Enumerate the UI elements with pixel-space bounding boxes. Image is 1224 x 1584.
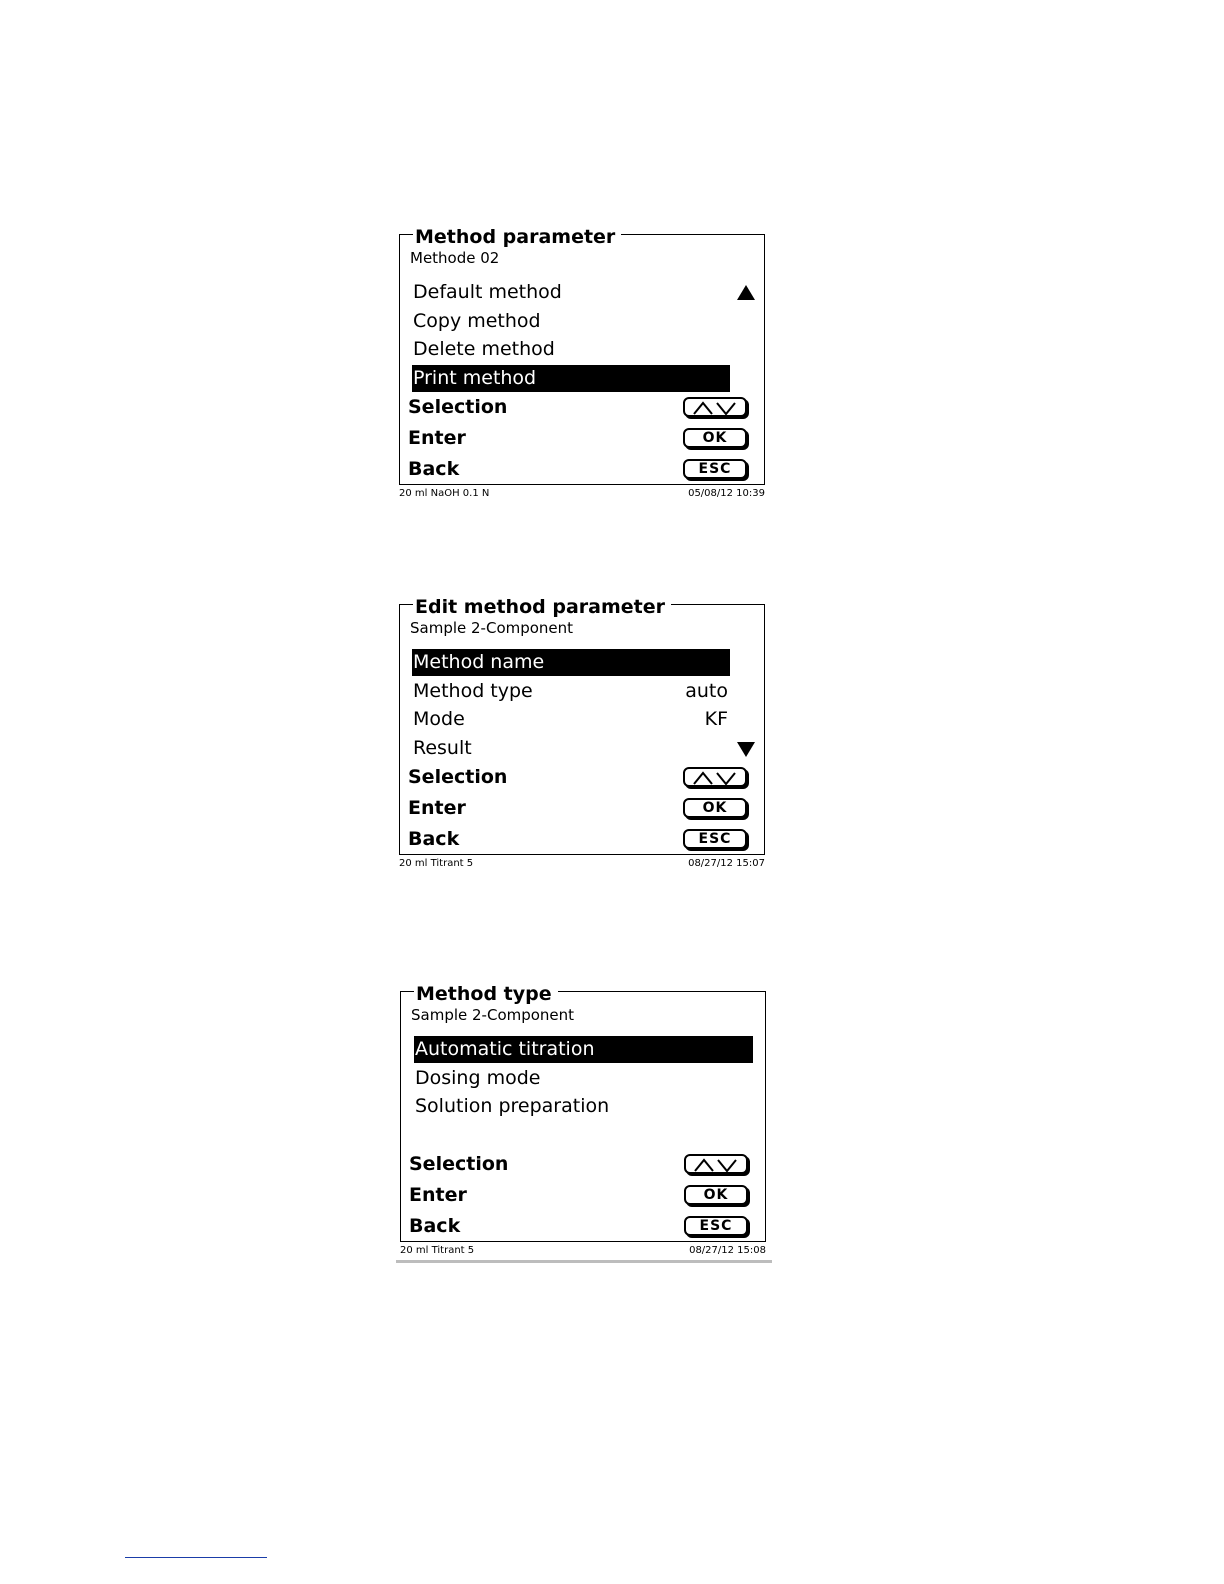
screen-title: Edit method parameter xyxy=(413,596,671,618)
menu-item-label: Solution preparation xyxy=(415,1095,610,1117)
status-bar xyxy=(399,488,765,500)
titrant-label: 20 ml Titrant 5 xyxy=(400,1245,475,1256)
menu-item-label: Result xyxy=(413,737,472,759)
menu-item-automatic-titration[interactable] xyxy=(414,1036,753,1063)
screen-bottom-shadow xyxy=(396,1260,772,1263)
date-time: 08/27/12 15:08 xyxy=(689,1245,766,1256)
status-bar xyxy=(399,858,765,870)
menu-item-print-method[interactable] xyxy=(412,365,730,392)
menu-item-label: Copy method xyxy=(413,310,541,332)
screen-subtitle: Sample 2-Component xyxy=(411,1006,575,1024)
screen-subtitle: Sample 2-Component xyxy=(410,619,574,637)
up-down-arrows-icon xyxy=(690,770,740,786)
esc-key[interactable]: ESC xyxy=(684,1216,748,1236)
esc-key[interactable]: ESC xyxy=(683,459,747,479)
menu-item-label: Default method xyxy=(413,281,562,303)
titrant-label: 20 ml Titrant 5 xyxy=(399,858,474,869)
footnote-divider xyxy=(125,1557,267,1558)
scroll-up-icon xyxy=(737,285,755,300)
selection-hint: Selection xyxy=(408,766,508,788)
menu-item-result[interactable] xyxy=(412,735,730,762)
menu-item-solution-preparation[interactable] xyxy=(414,1093,732,1120)
up-down-arrows-icon xyxy=(690,400,740,416)
screen-title: Method parameter xyxy=(413,226,621,248)
ok-key[interactable]: OK xyxy=(684,1185,748,1205)
menu-item-copy-method[interactable] xyxy=(412,308,730,335)
ok-key[interactable]: OK xyxy=(683,428,747,448)
menu-item-default-method[interactable] xyxy=(412,279,730,306)
menu-item-label: Mode xyxy=(413,708,465,730)
titrant-label: 20 ml NaOH 0.1 N xyxy=(399,488,490,499)
menu-item-label: Dosing mode xyxy=(415,1067,541,1089)
menu-item-label: Method type xyxy=(413,680,533,702)
menu-item-value: KF xyxy=(704,708,728,730)
menu-item-label: Automatic titration xyxy=(415,1038,595,1060)
date-time: 05/08/12 10:39 xyxy=(688,488,765,499)
menu-item-dosing-mode[interactable] xyxy=(414,1065,732,1092)
screen-title: Method type xyxy=(414,983,558,1005)
menu-item-label: Print method xyxy=(413,367,537,389)
status-bar xyxy=(400,1245,766,1257)
enter-hint: Enter xyxy=(408,427,466,449)
ok-key[interactable]: OK xyxy=(683,798,747,818)
up-down-keys[interactable] xyxy=(683,767,747,787)
menu-item-value: auto xyxy=(685,680,728,702)
back-hint: Back xyxy=(409,1215,461,1237)
up-down-arrows-icon xyxy=(691,1157,741,1173)
up-down-keys[interactable] xyxy=(683,397,747,417)
screen-subtitle: Methode 02 xyxy=(410,249,500,267)
menu-item-method-name[interactable] xyxy=(412,649,730,676)
enter-hint: Enter xyxy=(408,797,466,819)
enter-hint: Enter xyxy=(409,1184,467,1206)
back-hint: Back xyxy=(408,458,460,480)
menu-item-mode[interactable] xyxy=(412,706,730,733)
selection-hint: Selection xyxy=(409,1153,509,1175)
menu-item-label: Method name xyxy=(413,651,545,673)
menu-item-delete-method[interactable] xyxy=(412,336,730,363)
back-hint: Back xyxy=(408,828,460,850)
scroll-down-icon xyxy=(737,742,755,757)
date-time: 08/27/12 15:07 xyxy=(688,858,765,869)
esc-key[interactable]: ESC xyxy=(683,829,747,849)
menu-item-method-type[interactable] xyxy=(412,678,730,705)
selection-hint: Selection xyxy=(408,396,508,418)
up-down-keys[interactable] xyxy=(684,1154,748,1174)
menu-item-label: Delete method xyxy=(413,338,555,360)
